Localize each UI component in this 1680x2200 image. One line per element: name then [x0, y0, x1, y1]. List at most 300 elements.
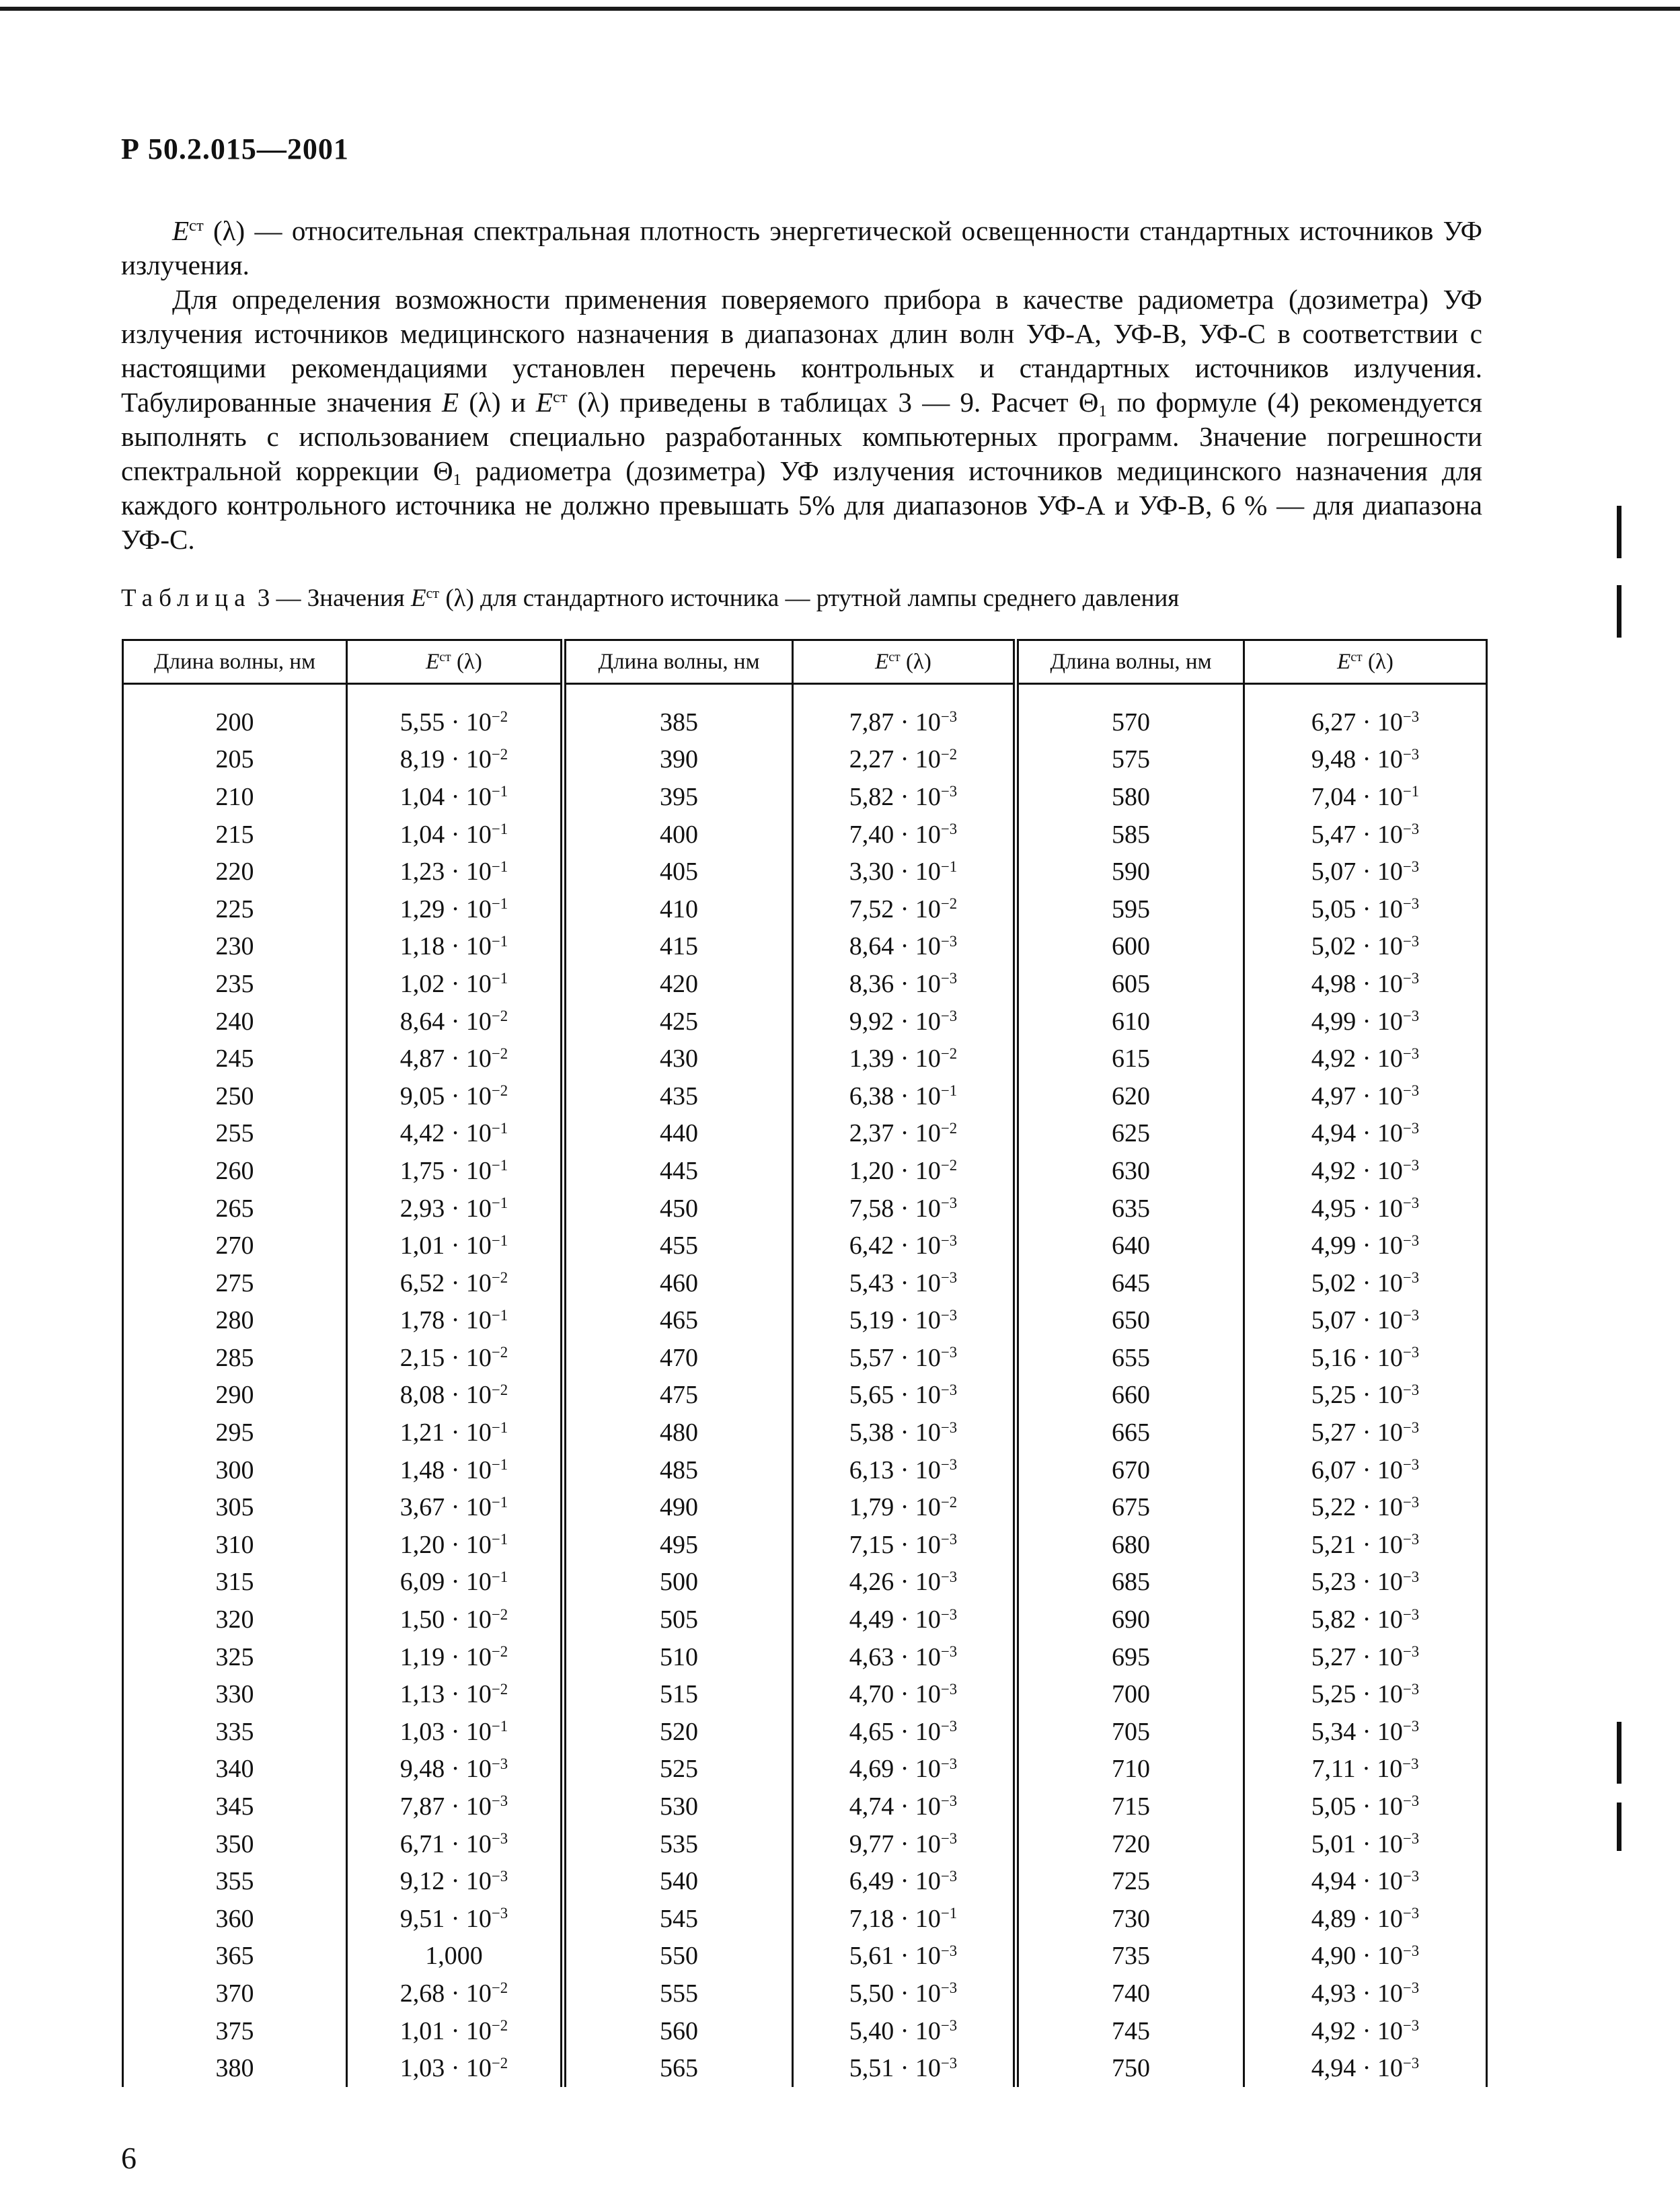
value-exponent: −3: [940, 1755, 958, 1772]
wavelength-cell: 565: [564, 2049, 793, 2087]
value-exponent: −1: [491, 1718, 508, 1735]
value-mantissa: 5,16 · 10: [1311, 1343, 1403, 1372]
value-cell: [793, 1601, 1016, 1638]
value-mantissa: 1,75 · 10: [399, 1156, 492, 1185]
wavelength-cell: 465: [564, 1302, 793, 1340]
wavelength-cell: 410: [564, 890, 793, 928]
wavelength-cell: 600: [1016, 928, 1244, 966]
table-row: [123, 1377, 1487, 1414]
value-cell: [1244, 1152, 1487, 1190]
value-mantissa: 5,61 · 10: [849, 1942, 941, 1971]
value-cell: [347, 1788, 564, 1825]
table-row: [123, 1152, 1487, 1190]
wavelength-cell: 540: [564, 1862, 793, 1900]
wavelength-cell: 280: [123, 1302, 347, 1340]
spectral-table: [122, 639, 1488, 2087]
table-caption: Таблица 3 — Значения $E^{ст}$ (λ) для стандартного источника — ртутной лампы среднего давления: [121, 584, 1180, 612]
wavelength-cell: 235: [123, 965, 347, 1003]
value-mantissa: 5,27 · 10: [1311, 1642, 1403, 1671]
value-cell: [1244, 1975, 1487, 2012]
table-row: [123, 1638, 1487, 1676]
value-cell: [347, 1339, 564, 1377]
value-exponent: −3: [940, 1269, 958, 1287]
header-wavelength: Длина волны, нм: [1016, 640, 1244, 684]
value-exponent: −3: [1402, 1344, 1420, 1361]
table-row: [123, 1451, 1487, 1489]
value-exponent: −3: [491, 1905, 508, 1922]
table-row: [123, 1564, 1487, 1601]
table-row: [123, 1526, 1487, 1564]
value-mantissa: 4,74 · 10: [849, 1792, 941, 1821]
value-cell: [793, 853, 1016, 890]
value-exponent: −2: [940, 745, 958, 763]
value-cell: [793, 1900, 1016, 1938]
value-mantissa: 1,000: [425, 1942, 483, 1971]
value-exponent: −3: [1402, 1755, 1419, 1772]
table-row: [123, 1862, 1487, 1900]
document-code: Р 50.2.015—2001: [121, 132, 349, 165]
value-cell: [1244, 1190, 1487, 1227]
wavelength-cell: 695: [1016, 1638, 1244, 1676]
value-exponent: −3: [940, 1231, 958, 1249]
value-cell: [793, 1526, 1016, 1564]
value-mantissa: 8,64 · 10: [399, 1007, 492, 1036]
wavelength-cell: 355: [123, 1862, 347, 1900]
value-mantissa: 4,70 · 10: [849, 1680, 941, 1709]
value-exponent: −2: [491, 1680, 508, 1698]
wavelength-cell: 710: [1016, 1751, 1244, 1788]
value-cell: [793, 1451, 1016, 1489]
value-exponent: −3: [940, 1194, 958, 1211]
value-mantissa: 1,01 · 10: [399, 1231, 492, 1260]
value-mantissa: 7,52 · 10: [849, 895, 941, 923]
value-exponent: −2: [491, 1643, 508, 1661]
value-exponent: −3: [1402, 1008, 1420, 1025]
value-mantissa: 9,92 · 10: [849, 1007, 941, 1036]
value-exponent: −2: [940, 1119, 958, 1137]
wavelength-cell: 730: [1016, 1900, 1244, 1938]
value-mantissa: 4,94 · 10: [1311, 2054, 1403, 2083]
wavelength-cell: 470: [564, 1339, 793, 1377]
value-mantissa: 7,18 · 10: [849, 1904, 941, 1933]
value-cell: [1244, 1862, 1487, 1900]
value-mantissa: 4,65 · 10: [849, 1717, 941, 1746]
value-cell: [793, 1003, 1016, 1040]
value-exponent: −3: [1402, 1942, 1420, 1959]
wavelength-cell: 585: [1016, 816, 1244, 854]
value-cell: [1244, 1377, 1487, 1414]
value-cell: [347, 1227, 564, 1264]
value-cell: [793, 1975, 1016, 2012]
wavelength-cell: 520: [564, 1713, 793, 1751]
value-cell: [1244, 1077, 1487, 1115]
value-exponent: −3: [940, 1680, 958, 1698]
revision-bar: [1617, 585, 1621, 638]
wavelength-cell: 460: [564, 1264, 793, 1302]
value-cell: [793, 684, 1016, 741]
value-cell: [793, 890, 1016, 928]
value-exponent: −2: [491, 1269, 508, 1287]
value-mantissa: 9,12 · 10: [399, 1867, 492, 1896]
value-mantissa: 5,55 · 10: [399, 708, 492, 736]
wavelength-cell: 205: [123, 741, 347, 779]
wavelength-cell: 625: [1016, 1115, 1244, 1153]
value-mantissa: 5,43 · 10: [849, 1268, 941, 1297]
value-cell: [347, 965, 564, 1003]
table-row: [123, 1751, 1487, 1788]
value-exponent: −3: [1402, 895, 1420, 913]
value-mantissa: 5,05 · 10: [1311, 895, 1403, 923]
value-mantissa: 1,13 · 10: [399, 1680, 492, 1709]
value-exponent: −3: [1402, 1867, 1420, 1885]
value-cell: [793, 2049, 1016, 2087]
value-mantissa: 5,21 · 10: [1311, 1530, 1403, 1559]
wavelength-cell: 275: [123, 1264, 347, 1302]
value-exponent: −3: [1402, 1718, 1420, 1735]
value-mantissa: 4,95 · 10: [1311, 1194, 1403, 1223]
value-cell: [793, 1115, 1016, 1153]
wavelength-cell: 670: [1016, 1451, 1244, 1489]
value-exponent: −3: [940, 1381, 958, 1398]
value-exponent: −3: [1402, 1157, 1420, 1174]
value-mantissa: 7,40 · 10: [849, 820, 941, 849]
wavelength-cell: 215: [123, 816, 347, 854]
wavelength-cell: 685: [1016, 1564, 1244, 1601]
value-cell: [347, 1488, 564, 1526]
value-cell: [347, 2012, 564, 2050]
value-exponent: −2: [491, 1344, 508, 1361]
intro-text: [121, 214, 1482, 557]
value-cell: [1244, 890, 1487, 928]
value-exponent: −1: [491, 1418, 508, 1436]
value-cell: [1244, 1339, 1487, 1377]
value-mantissa: 8,19 · 10: [399, 745, 492, 774]
table-row: [123, 1077, 1487, 1115]
value-exponent: −3: [1402, 1493, 1420, 1511]
value-exponent: −3: [940, 970, 958, 987]
value-mantissa: 1,03 · 10: [399, 2054, 492, 2083]
value-exponent: −3: [1402, 2054, 1420, 2072]
value-mantissa: 4,94 · 10: [1311, 1119, 1403, 1148]
value-exponent: −1: [491, 821, 508, 838]
value-mantissa: 6,38 · 10: [849, 1082, 941, 1110]
value-cell: [793, 816, 1016, 854]
value-exponent: −3: [1402, 1381, 1420, 1398]
value-cell: [793, 1339, 1016, 1377]
value-cell: [347, 1152, 564, 1190]
value-exponent: −1: [491, 858, 508, 875]
value-exponent: −3: [1402, 932, 1420, 950]
top-rule: [0, 7, 1680, 11]
table-row: [123, 816, 1487, 854]
wavelength-cell: 640: [1016, 1227, 1244, 1264]
table-row: [123, 684, 1487, 741]
value-mantissa: 1,50 · 10: [399, 1605, 492, 1634]
wavelength-cell: 345: [123, 1788, 347, 1825]
value-cell: [347, 1302, 564, 1340]
value-exponent: −3: [940, 1344, 958, 1361]
value-exponent: −1: [491, 895, 508, 913]
value-cell: [1244, 1115, 1487, 1153]
value-exponent: −2: [491, 2017, 508, 2035]
value-cell: [347, 1077, 564, 1115]
wavelength-cell: 700: [1016, 1675, 1244, 1713]
wavelength-cell: 430: [564, 1040, 793, 1077]
wavelength-cell: 440: [564, 1115, 793, 1153]
wavelength-cell: 315: [123, 1564, 347, 1601]
value-mantissa: 7,87 · 10: [849, 708, 941, 736]
wavelength-cell: 250: [123, 1077, 347, 1115]
value-cell: [347, 1713, 564, 1751]
value-mantissa: 5,38 · 10: [849, 1418, 941, 1447]
value-mantissa: 3,67 · 10: [399, 1493, 492, 1522]
value-mantissa: 5,82 · 10: [1311, 1605, 1403, 1634]
value-mantissa: 5,65 · 10: [849, 1381, 941, 1410]
value-cell: [793, 1040, 1016, 1077]
value-exponent: −3: [1402, 1531, 1420, 1548]
table-row: [123, 1190, 1487, 1227]
wavelength-cell: 665: [1016, 1414, 1244, 1451]
value-mantissa: 5,19 · 10: [849, 1306, 941, 1335]
value-mantissa: 5,07 · 10: [1311, 1306, 1403, 1335]
header-wavelength: Длина волны, нм: [564, 640, 793, 684]
value-exponent: −3: [940, 1718, 958, 1735]
wavelength-cell: 595: [1016, 890, 1244, 928]
wavelength-cell: 325: [123, 1638, 347, 1676]
wavelength-cell: 550: [564, 1938, 793, 1975]
value-exponent: −3: [491, 1792, 508, 1810]
table-row: [123, 1675, 1487, 1713]
value-exponent: −2: [491, 1008, 508, 1025]
value-mantissa: 5,47 · 10: [1311, 820, 1403, 849]
wavelength-cell: 385: [564, 684, 793, 741]
value-exponent: −3: [940, 1830, 958, 1848]
value-exponent: −1: [491, 932, 508, 950]
value-cell: [793, 778, 1016, 816]
value-mantissa: 1,18 · 10: [399, 932, 492, 961]
value-mantissa: 1,04 · 10: [399, 782, 492, 811]
table-row: [123, 1115, 1487, 1153]
wavelength-cell: 570: [1016, 684, 1244, 741]
value-cell: [793, 928, 1016, 966]
value-mantissa: 7,58 · 10: [849, 1194, 941, 1223]
value-exponent: −3: [940, 708, 958, 726]
value-mantissa: 5,25 · 10: [1311, 1680, 1403, 1709]
value-mantissa: 1,02 · 10: [399, 969, 492, 998]
value-cell: [1244, 1938, 1487, 1975]
table-row: [123, 1003, 1487, 1040]
value-exponent: −3: [1402, 1830, 1420, 1848]
value-exponent: −2: [940, 1045, 958, 1062]
value-mantissa: 4,92 · 10: [1311, 2016, 1403, 2045]
value-exponent: −3: [1402, 2017, 1420, 2035]
value-exponent: −1: [491, 1306, 508, 1324]
value-exponent: −3: [1402, 708, 1420, 726]
value-mantissa: 4,93 · 10: [1311, 1979, 1403, 2008]
value-mantissa: 7,04 · 10: [1311, 782, 1403, 811]
value-cell: [1244, 1825, 1487, 1863]
value-exponent: −2: [940, 1493, 958, 1511]
wavelength-cell: 645: [1016, 1264, 1244, 1302]
value-cell: [347, 1862, 564, 1900]
value-mantissa: 9,48 · 10: [399, 1755, 492, 1784]
value-mantissa: 5,82 · 10: [849, 782, 941, 811]
value-exponent: −3: [491, 1755, 508, 1772]
value-exponent: −3: [1402, 970, 1420, 987]
value-cell: [793, 1414, 1016, 1451]
value-exponent: −3: [1402, 858, 1420, 875]
header-value: $E^{ст}$ (λ): [1244, 640, 1487, 684]
value-exponent: −1: [491, 1456, 508, 1474]
value-exponent: −3: [1402, 1680, 1420, 1698]
wavelength-cell: 290: [123, 1377, 347, 1414]
table-row: [123, 1339, 1487, 1377]
wavelength-cell: 615: [1016, 1040, 1244, 1077]
value-mantissa: 9,05 · 10: [399, 1082, 492, 1110]
wavelength-cell: 475: [564, 1377, 793, 1414]
value-exponent: −3: [1402, 1605, 1420, 1623]
value-mantissa: 6,13 · 10: [849, 1455, 941, 1484]
value-mantissa: 4,63 · 10: [849, 1642, 941, 1671]
wavelength-cell: 480: [564, 1414, 793, 1451]
value-cell: [793, 1302, 1016, 1340]
value-exponent: −1: [491, 1531, 508, 1548]
value-cell: [793, 1152, 1016, 1190]
value-mantissa: 4,99 · 10: [1311, 1231, 1403, 1260]
value-exponent: −1: [491, 970, 508, 987]
value-cell: [793, 1488, 1016, 1526]
value-cell: [1244, 1302, 1487, 1340]
value-cell: [1244, 741, 1487, 779]
value-exponent: −1: [491, 1157, 508, 1174]
value-mantissa: 5,51 · 10: [849, 2054, 941, 2083]
page-number: 6: [121, 2141, 137, 2175]
value-mantissa: 4,98 · 10: [1311, 969, 1403, 998]
value-mantissa: 6,07 · 10: [1311, 1455, 1403, 1484]
wavelength-cell: 435: [564, 1077, 793, 1115]
revision-bar: [1617, 1722, 1621, 1784]
value-exponent: −2: [491, 1082, 508, 1100]
wavelength-cell: 680: [1016, 1526, 1244, 1564]
value-exponent: −3: [1402, 1194, 1420, 1211]
wavelength-cell: 750: [1016, 2049, 1244, 2087]
value-cell: [347, 1190, 564, 1227]
value-mantissa: 3,30 · 10: [849, 858, 941, 886]
value-cell: [793, 1713, 1016, 1751]
wavelength-cell: 575: [1016, 741, 1244, 779]
revision-bar: [1617, 506, 1621, 558]
value-cell: [347, 741, 564, 779]
wavelength-cell: 350: [123, 1825, 347, 1863]
wavelength-cell: 515: [564, 1675, 793, 1713]
wavelength-cell: 715: [1016, 1788, 1244, 1825]
value-exponent: −3: [940, 1531, 958, 1548]
value-cell: [347, 1377, 564, 1414]
wavelength-cell: 660: [1016, 1377, 1244, 1414]
value-exponent: −1: [491, 1568, 508, 1585]
value-exponent: −3: [1402, 1792, 1420, 1810]
value-exponent: −3: [1402, 1905, 1420, 1922]
value-mantissa: 1,01 · 10: [399, 2016, 492, 2045]
value-exponent: −3: [1402, 1568, 1420, 1585]
value-exponent: −3: [1402, 1045, 1420, 1062]
table-row: [123, 890, 1487, 928]
wavelength-cell: 635: [1016, 1190, 1244, 1227]
table-row: [123, 2012, 1487, 2050]
definition-paragraph: $E^{ст}$ (λ) — относительная спектральная плотность энергетической освещенности стандартных источников УФ излучения.: [121, 215, 1482, 280]
value-cell: [347, 1751, 564, 1788]
wavelength-cell: 580: [1016, 778, 1244, 816]
value-mantissa: 2,37 · 10: [849, 1119, 941, 1148]
value-cell: [347, 684, 564, 741]
value-exponent: −1: [940, 1082, 958, 1100]
value-cell: [347, 1938, 564, 1975]
value-exponent: −3: [940, 1942, 958, 1959]
value-cell: [1244, 1713, 1487, 1751]
value-mantissa: 5,34 · 10: [1311, 1717, 1403, 1746]
wavelength-cell: 555: [564, 1975, 793, 2012]
wavelength-cell: 590: [1016, 853, 1244, 890]
wavelength-cell: 485: [564, 1451, 793, 1489]
wavelength-cell: 505: [564, 1601, 793, 1638]
value-exponent: −3: [1402, 1418, 1420, 1436]
value-exponent: −3: [1402, 1979, 1420, 1997]
wavelength-cell: 530: [564, 1788, 793, 1825]
value-cell: [793, 1675, 1016, 1713]
wavelength-cell: 720: [1016, 1825, 1244, 1863]
value-mantissa: 4,26 · 10: [849, 1568, 941, 1597]
value-cell: [347, 1115, 564, 1153]
value-cell: [347, 1040, 564, 1077]
value-exponent: −3: [1402, 1231, 1420, 1249]
value-mantissa: 1,29 · 10: [399, 895, 492, 923]
value-cell: [793, 1938, 1016, 1975]
value-exponent: −1: [491, 1231, 508, 1249]
value-mantissa: 6,42 · 10: [849, 1231, 941, 1260]
table-row: [123, 1227, 1487, 1264]
wavelength-cell: 495: [564, 1526, 793, 1564]
value-mantissa: 5,23 · 10: [1311, 1568, 1403, 1597]
value-cell: [1244, 1675, 1487, 1713]
wavelength-cell: 420: [564, 965, 793, 1003]
value-mantissa: 6,49 · 10: [849, 1867, 941, 1896]
value-cell: [1244, 2012, 1487, 2050]
value-cell: [347, 816, 564, 854]
value-cell: [1244, 2049, 1487, 2087]
wavelength-cell: 225: [123, 890, 347, 928]
value-cell: [1244, 1601, 1487, 1638]
value-exponent: −3: [1402, 1082, 1420, 1100]
value-exponent: −3: [940, 2054, 958, 2072]
value-exponent: −3: [940, 1568, 958, 1585]
value-mantissa: 4,97 · 10: [1311, 1082, 1403, 1110]
wavelength-cell: 605: [1016, 965, 1244, 1003]
table-row: [123, 1713, 1487, 1751]
value-cell: [793, 1264, 1016, 1302]
table-row: [123, 853, 1487, 890]
wavelength-cell: 390: [564, 741, 793, 779]
wavelength-cell: 740: [1016, 1975, 1244, 2012]
wavelength-cell: 230: [123, 928, 347, 966]
value-mantissa: 5,25 · 10: [1311, 1381, 1403, 1410]
value-mantissa: 6,52 · 10: [399, 1268, 492, 1297]
value-mantissa: 1,04 · 10: [399, 820, 492, 849]
value-cell: [1244, 816, 1487, 854]
value-mantissa: 1,03 · 10: [399, 1717, 492, 1746]
value-exponent: −3: [491, 1830, 508, 1848]
value-mantissa: 1,48 · 10: [399, 1455, 492, 1484]
wavelength-cell: 535: [564, 1825, 793, 1863]
